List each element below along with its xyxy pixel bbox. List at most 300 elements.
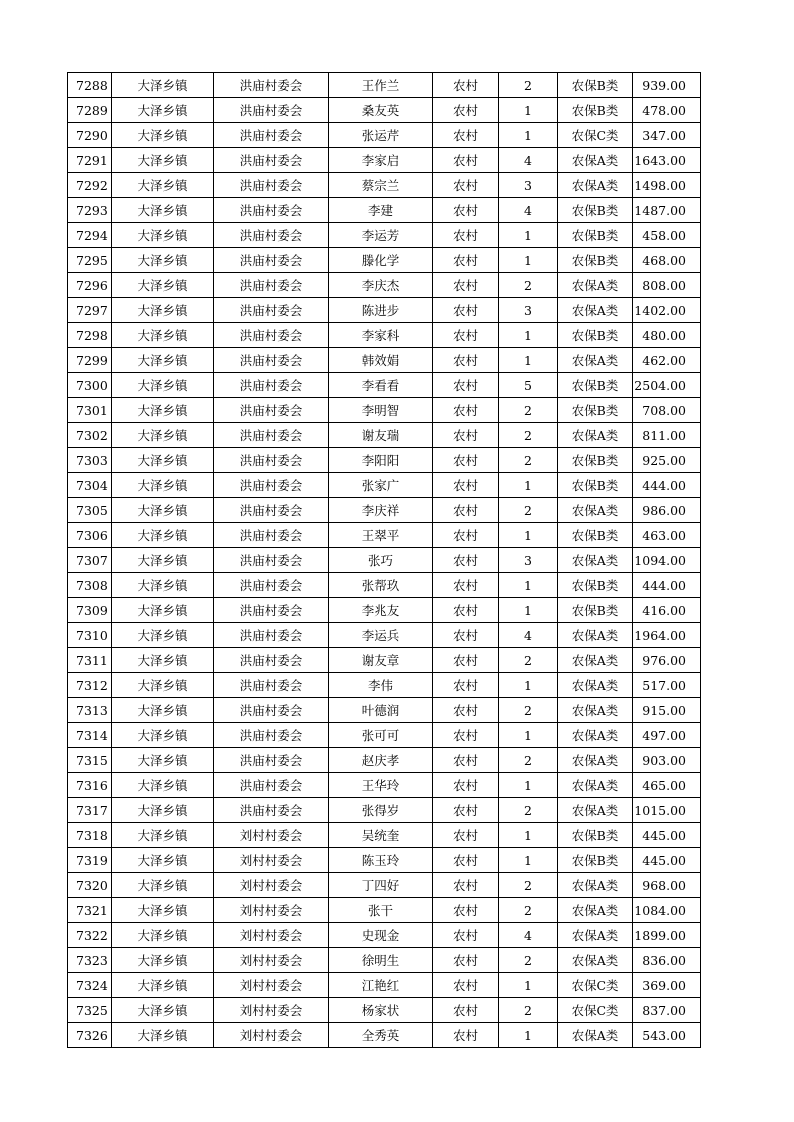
insurance-type-cell: 农保A类 (558, 1023, 633, 1048)
name-cell: 李运兵 (329, 623, 433, 648)
table-row (68, 348, 701, 373)
area-type-cell: 农村 (433, 723, 499, 748)
insurance-type-cell: 农保B类 (558, 473, 633, 498)
row-id-cell: 7301 (68, 398, 112, 423)
household-count-cell: 1 (499, 523, 558, 548)
row-id-cell: 7313 (68, 698, 112, 723)
table-row (68, 523, 701, 548)
row-id-cell: 7289 (68, 98, 112, 123)
insurance-type-cell: 农保A类 (558, 748, 633, 773)
amount-cell: 837.00 (633, 998, 701, 1023)
township-cell: 大泽乡镇 (112, 298, 214, 323)
area-type-cell: 农村 (433, 248, 499, 273)
name-cell: 丁四好 (329, 873, 433, 898)
row-id-cell: 7305 (68, 498, 112, 523)
insurance-type-cell: 农保A类 (558, 948, 633, 973)
area-type-cell: 农村 (433, 648, 499, 673)
name-cell: 叶德润 (329, 698, 433, 723)
area-type-cell: 农村 (433, 273, 499, 298)
township-cell: 大泽乡镇 (112, 973, 214, 998)
row-id-cell: 7319 (68, 848, 112, 873)
household-count-cell: 4 (499, 148, 558, 173)
area-type-cell: 农村 (433, 498, 499, 523)
amount-cell: 1899.00 (633, 923, 701, 948)
village-committee-cell: 刘村村委会 (214, 823, 329, 848)
village-committee-cell: 洪庙村委会 (214, 398, 329, 423)
area-type-cell: 农村 (433, 698, 499, 723)
area-type-cell: 农村 (433, 148, 499, 173)
township-cell: 大泽乡镇 (112, 673, 214, 698)
row-id-cell: 7308 (68, 573, 112, 598)
household-count-cell: 1 (499, 1023, 558, 1048)
table-row (68, 598, 701, 623)
row-id-cell: 7317 (68, 798, 112, 823)
name-cell: 张帮玖 (329, 573, 433, 598)
table-row (68, 798, 701, 823)
household-count-cell: 3 (499, 548, 558, 573)
name-cell: 王作兰 (329, 73, 433, 98)
table-row (68, 973, 701, 998)
household-count-cell: 1 (499, 973, 558, 998)
township-cell: 大泽乡镇 (112, 323, 214, 348)
name-cell: 江艳红 (329, 973, 433, 998)
row-id-cell: 7325 (68, 998, 112, 1023)
name-cell: 李家科 (329, 323, 433, 348)
amount-cell: 497.00 (633, 723, 701, 748)
table-row (68, 573, 701, 598)
area-type-cell: 农村 (433, 323, 499, 348)
row-id-cell: 7321 (68, 898, 112, 923)
household-count-cell: 4 (499, 623, 558, 648)
village-committee-cell: 刘村村委会 (214, 1023, 329, 1048)
insurance-type-cell: 农保C类 (558, 123, 633, 148)
table-row (68, 623, 701, 648)
row-id-cell: 7299 (68, 348, 112, 373)
name-cell: 张可可 (329, 723, 433, 748)
township-cell: 大泽乡镇 (112, 498, 214, 523)
area-type-cell: 农村 (433, 1023, 499, 1048)
row-id-cell: 7300 (68, 373, 112, 398)
amount-cell: 903.00 (633, 748, 701, 773)
amount-cell: 347.00 (633, 123, 701, 148)
name-cell: 滕化学 (329, 248, 433, 273)
row-id-cell: 7323 (68, 948, 112, 973)
amount-cell: 478.00 (633, 98, 701, 123)
area-type-cell: 农村 (433, 348, 499, 373)
row-id-cell: 7320 (68, 873, 112, 898)
village-committee-cell: 洪庙村委会 (214, 548, 329, 573)
township-cell: 大泽乡镇 (112, 373, 214, 398)
village-committee-cell: 刘村村委会 (214, 948, 329, 973)
amount-cell: 444.00 (633, 573, 701, 598)
name-cell: 张得岁 (329, 798, 433, 823)
township-cell: 大泽乡镇 (112, 73, 214, 98)
village-committee-cell: 洪庙村委会 (214, 598, 329, 623)
area-type-cell: 农村 (433, 673, 499, 698)
township-cell: 大泽乡镇 (112, 173, 214, 198)
name-cell: 史现金 (329, 923, 433, 948)
insurance-type-cell: 农保A类 (558, 498, 633, 523)
amount-cell: 976.00 (633, 648, 701, 673)
area-type-cell: 农村 (433, 748, 499, 773)
insurance-type-cell: 农保B类 (558, 98, 633, 123)
amount-cell: 1094.00 (633, 548, 701, 573)
insurance-type-cell: 农保B类 (558, 448, 633, 473)
insurance-type-cell: 农保C类 (558, 998, 633, 1023)
table-row (68, 748, 701, 773)
amount-cell: 915.00 (633, 698, 701, 723)
table-row (68, 698, 701, 723)
household-count-cell: 3 (499, 298, 558, 323)
household-count-cell: 5 (499, 373, 558, 398)
area-type-cell: 农村 (433, 998, 499, 1023)
household-count-cell: 1 (499, 823, 558, 848)
table-row (68, 448, 701, 473)
name-cell: 李伟 (329, 673, 433, 698)
row-id-cell: 7311 (68, 648, 112, 673)
table-row (68, 548, 701, 573)
area-type-cell: 农村 (433, 898, 499, 923)
name-cell: 蔡宗兰 (329, 173, 433, 198)
amount-cell: 836.00 (633, 948, 701, 973)
amount-cell: 1402.00 (633, 298, 701, 323)
village-committee-cell: 洪庙村委会 (214, 73, 329, 98)
household-count-cell: 2 (499, 898, 558, 923)
village-committee-cell: 洪庙村委会 (214, 373, 329, 398)
table-row (68, 998, 701, 1023)
insurance-type-cell: 农保A类 (558, 698, 633, 723)
row-id-cell: 7290 (68, 123, 112, 148)
household-count-cell: 2 (499, 748, 558, 773)
amount-cell: 445.00 (633, 823, 701, 848)
insurance-type-cell: 农保B类 (558, 323, 633, 348)
row-id-cell: 7297 (68, 298, 112, 323)
village-committee-cell: 洪庙村委会 (214, 348, 329, 373)
name-cell: 李明智 (329, 398, 433, 423)
village-committee-cell: 洪庙村委会 (214, 423, 329, 448)
area-type-cell: 农村 (433, 73, 499, 98)
name-cell: 赵庆孝 (329, 748, 433, 773)
insurance-type-cell: 农保B类 (558, 248, 633, 273)
amount-cell: 543.00 (633, 1023, 701, 1048)
row-id-cell: 7292 (68, 173, 112, 198)
name-cell: 李兆友 (329, 598, 433, 623)
name-cell: 杨家状 (329, 998, 433, 1023)
insurance-type-cell: 农保A类 (558, 348, 633, 373)
village-committee-cell: 洪庙村委会 (214, 248, 329, 273)
township-cell: 大泽乡镇 (112, 273, 214, 298)
name-cell: 张巧 (329, 548, 433, 573)
amount-cell: 416.00 (633, 598, 701, 623)
name-cell: 张家广 (329, 473, 433, 498)
household-count-cell: 1 (499, 248, 558, 273)
table-row (68, 123, 701, 148)
household-count-cell: 2 (499, 423, 558, 448)
area-type-cell: 农村 (433, 523, 499, 548)
amount-cell: 939.00 (633, 73, 701, 98)
village-committee-cell: 洪庙村委会 (214, 298, 329, 323)
area-type-cell: 农村 (433, 398, 499, 423)
insurance-type-cell: 农保A类 (558, 298, 633, 323)
area-type-cell: 农村 (433, 873, 499, 898)
village-committee-cell: 洪庙村委会 (214, 223, 329, 248)
row-id-cell: 7293 (68, 198, 112, 223)
amount-cell: 1643.00 (633, 148, 701, 173)
household-count-cell: 4 (499, 198, 558, 223)
village-committee-cell: 洪庙村委会 (214, 798, 329, 823)
insurance-type-cell: 农保A类 (558, 423, 633, 448)
household-count-cell: 1 (499, 223, 558, 248)
table-row (68, 398, 701, 423)
household-count-cell: 1 (499, 98, 558, 123)
insurance-type-cell: 农保B类 (558, 398, 633, 423)
amount-cell: 1084.00 (633, 898, 701, 923)
township-cell: 大泽乡镇 (112, 448, 214, 473)
table-body (68, 73, 701, 1048)
name-cell: 陈进步 (329, 298, 433, 323)
table-row (68, 873, 701, 898)
township-cell: 大泽乡镇 (112, 548, 214, 573)
row-id-cell: 7295 (68, 248, 112, 273)
insurance-type-cell: 农保A类 (558, 723, 633, 748)
village-committee-cell: 刘村村委会 (214, 898, 329, 923)
insurance-type-cell: 农保B类 (558, 848, 633, 873)
household-count-cell: 4 (499, 923, 558, 948)
household-count-cell: 2 (499, 873, 558, 898)
household-count-cell: 3 (499, 173, 558, 198)
village-committee-cell: 刘村村委会 (214, 848, 329, 873)
table-row (68, 673, 701, 698)
township-cell: 大泽乡镇 (112, 398, 214, 423)
name-cell: 李庆杰 (329, 273, 433, 298)
name-cell: 李看看 (329, 373, 433, 398)
village-committee-cell: 洪庙村委会 (214, 473, 329, 498)
household-count-cell: 1 (499, 323, 558, 348)
area-type-cell: 农村 (433, 848, 499, 873)
township-cell: 大泽乡镇 (112, 248, 214, 273)
village-committee-cell: 洪庙村委会 (214, 573, 329, 598)
name-cell: 李建 (329, 198, 433, 223)
village-committee-cell: 洪庙村委会 (214, 273, 329, 298)
table-row (68, 898, 701, 923)
name-cell: 王翠平 (329, 523, 433, 548)
township-cell: 大泽乡镇 (112, 423, 214, 448)
insurance-type-cell: 农保B类 (558, 198, 633, 223)
area-type-cell: 农村 (433, 448, 499, 473)
household-count-cell: 1 (499, 123, 558, 148)
household-count-cell: 1 (499, 773, 558, 798)
household-count-cell: 1 (499, 598, 558, 623)
insurance-type-cell: 农保C类 (558, 973, 633, 998)
insurance-type-cell: 农保A类 (558, 173, 633, 198)
table-row (68, 423, 701, 448)
insurance-type-cell: 农保A类 (558, 623, 633, 648)
table-row (68, 98, 701, 123)
area-type-cell: 农村 (433, 423, 499, 448)
table-row (68, 273, 701, 298)
township-cell: 大泽乡镇 (112, 473, 214, 498)
amount-cell: 444.00 (633, 473, 701, 498)
insurance-type-cell: 农保A类 (558, 548, 633, 573)
household-count-cell: 2 (499, 448, 558, 473)
village-committee-cell: 刘村村委会 (214, 973, 329, 998)
area-type-cell: 农村 (433, 373, 499, 398)
amount-cell: 968.00 (633, 873, 701, 898)
township-cell: 大泽乡镇 (112, 898, 214, 923)
household-count-cell: 1 (499, 723, 558, 748)
village-committee-cell: 洪庙村委会 (214, 623, 329, 648)
area-type-cell: 农村 (433, 573, 499, 598)
amount-cell: 808.00 (633, 273, 701, 298)
row-id-cell: 7302 (68, 423, 112, 448)
name-cell: 张运芹 (329, 123, 433, 148)
area-type-cell: 农村 (433, 98, 499, 123)
insurance-type-cell: 农保A类 (558, 273, 633, 298)
name-cell: 王华玲 (329, 773, 433, 798)
area-type-cell: 农村 (433, 948, 499, 973)
area-type-cell: 农村 (433, 973, 499, 998)
village-committee-cell: 刘村村委会 (214, 998, 329, 1023)
insurance-type-cell: 农保B类 (558, 598, 633, 623)
amount-cell: 369.00 (633, 973, 701, 998)
township-cell: 大泽乡镇 (112, 648, 214, 673)
area-type-cell: 农村 (433, 198, 499, 223)
amount-cell: 1487.00 (633, 198, 701, 223)
village-committee-cell: 洪庙村委会 (214, 748, 329, 773)
table-row (68, 198, 701, 223)
amount-cell: 708.00 (633, 398, 701, 423)
household-count-cell: 1 (499, 473, 558, 498)
township-cell: 大泽乡镇 (112, 223, 214, 248)
row-id-cell: 7314 (68, 723, 112, 748)
area-type-cell: 农村 (433, 923, 499, 948)
village-committee-cell: 洪庙村委会 (214, 123, 329, 148)
table-row (68, 923, 701, 948)
name-cell: 全秀英 (329, 1023, 433, 1048)
row-id-cell: 7309 (68, 598, 112, 623)
amount-cell: 1015.00 (633, 798, 701, 823)
name-cell: 李运芳 (329, 223, 433, 248)
area-type-cell: 农村 (433, 298, 499, 323)
area-type-cell: 农村 (433, 123, 499, 148)
area-type-cell: 农村 (433, 598, 499, 623)
township-cell: 大泽乡镇 (112, 98, 214, 123)
household-count-cell: 1 (499, 673, 558, 698)
insurance-type-cell: 农保B类 (558, 523, 633, 548)
insurance-type-cell: 农保A类 (558, 898, 633, 923)
insurance-type-cell: 农保A类 (558, 148, 633, 173)
row-id-cell: 7307 (68, 548, 112, 573)
area-type-cell: 农村 (433, 548, 499, 573)
township-cell: 大泽乡镇 (112, 523, 214, 548)
table-row (68, 323, 701, 348)
household-count-cell: 2 (499, 998, 558, 1023)
amount-cell: 445.00 (633, 848, 701, 873)
township-cell: 大泽乡镇 (112, 998, 214, 1023)
village-committee-cell: 洪庙村委会 (214, 523, 329, 548)
township-cell: 大泽乡镇 (112, 1023, 214, 1048)
household-count-cell: 1 (499, 573, 558, 598)
township-cell: 大泽乡镇 (112, 698, 214, 723)
row-id-cell: 7303 (68, 448, 112, 473)
village-committee-cell: 洪庙村委会 (214, 448, 329, 473)
village-committee-cell: 洪庙村委会 (214, 698, 329, 723)
row-id-cell: 7326 (68, 1023, 112, 1048)
township-cell: 大泽乡镇 (112, 948, 214, 973)
area-type-cell: 农村 (433, 223, 499, 248)
area-type-cell: 农村 (433, 173, 499, 198)
area-type-cell: 农村 (433, 798, 499, 823)
insurance-type-cell: 农保B类 (558, 573, 633, 598)
village-committee-cell: 洪庙村委会 (214, 148, 329, 173)
row-id-cell: 7315 (68, 748, 112, 773)
row-id-cell: 7291 (68, 148, 112, 173)
name-cell: 韩效娟 (329, 348, 433, 373)
name-cell: 谢友瑞 (329, 423, 433, 448)
insurance-type-cell: 农保B类 (558, 823, 633, 848)
table-row (68, 848, 701, 873)
village-committee-cell: 刘村村委会 (214, 923, 329, 948)
insurance-type-cell: 农保A类 (558, 773, 633, 798)
row-id-cell: 7324 (68, 973, 112, 998)
township-cell: 大泽乡镇 (112, 348, 214, 373)
household-count-cell: 2 (499, 273, 558, 298)
area-type-cell: 农村 (433, 823, 499, 848)
insurance-type-cell: 农保B类 (558, 223, 633, 248)
village-committee-cell: 洪庙村委会 (214, 98, 329, 123)
insurance-type-cell: 农保A类 (558, 923, 633, 948)
household-count-cell: 2 (499, 648, 558, 673)
township-cell: 大泽乡镇 (112, 623, 214, 648)
household-count-cell: 2 (499, 498, 558, 523)
table-row (68, 298, 701, 323)
table-row (68, 373, 701, 398)
township-cell: 大泽乡镇 (112, 748, 214, 773)
row-id-cell: 7306 (68, 523, 112, 548)
row-id-cell: 7316 (68, 773, 112, 798)
village-committee-cell: 洪庙村委会 (214, 648, 329, 673)
household-count-cell: 2 (499, 398, 558, 423)
row-id-cell: 7310 (68, 623, 112, 648)
amount-cell: 925.00 (633, 448, 701, 473)
township-cell: 大泽乡镇 (112, 573, 214, 598)
township-cell: 大泽乡镇 (112, 773, 214, 798)
amount-cell: 1498.00 (633, 173, 701, 198)
table-row (68, 1023, 701, 1048)
township-cell: 大泽乡镇 (112, 848, 214, 873)
amount-cell: 811.00 (633, 423, 701, 448)
household-count-cell: 2 (499, 698, 558, 723)
area-type-cell: 农村 (433, 623, 499, 648)
household-count-cell: 1 (499, 848, 558, 873)
row-id-cell: 7312 (68, 673, 112, 698)
amount-cell: 2504.00 (633, 373, 701, 398)
township-cell: 大泽乡镇 (112, 723, 214, 748)
name-cell: 李庆祥 (329, 498, 433, 523)
village-committee-cell: 洪庙村委会 (214, 498, 329, 523)
household-count-cell: 2 (499, 948, 558, 973)
household-count-cell: 2 (499, 798, 558, 823)
name-cell: 张干 (329, 898, 433, 923)
village-committee-cell: 洪庙村委会 (214, 673, 329, 698)
amount-cell: 458.00 (633, 223, 701, 248)
village-committee-cell: 洪庙村委会 (214, 173, 329, 198)
name-cell: 吴统奎 (329, 823, 433, 848)
table-row (68, 648, 701, 673)
insurance-type-cell: 农保B类 (558, 73, 633, 98)
table-row (68, 248, 701, 273)
name-cell: 李阳阳 (329, 448, 433, 473)
